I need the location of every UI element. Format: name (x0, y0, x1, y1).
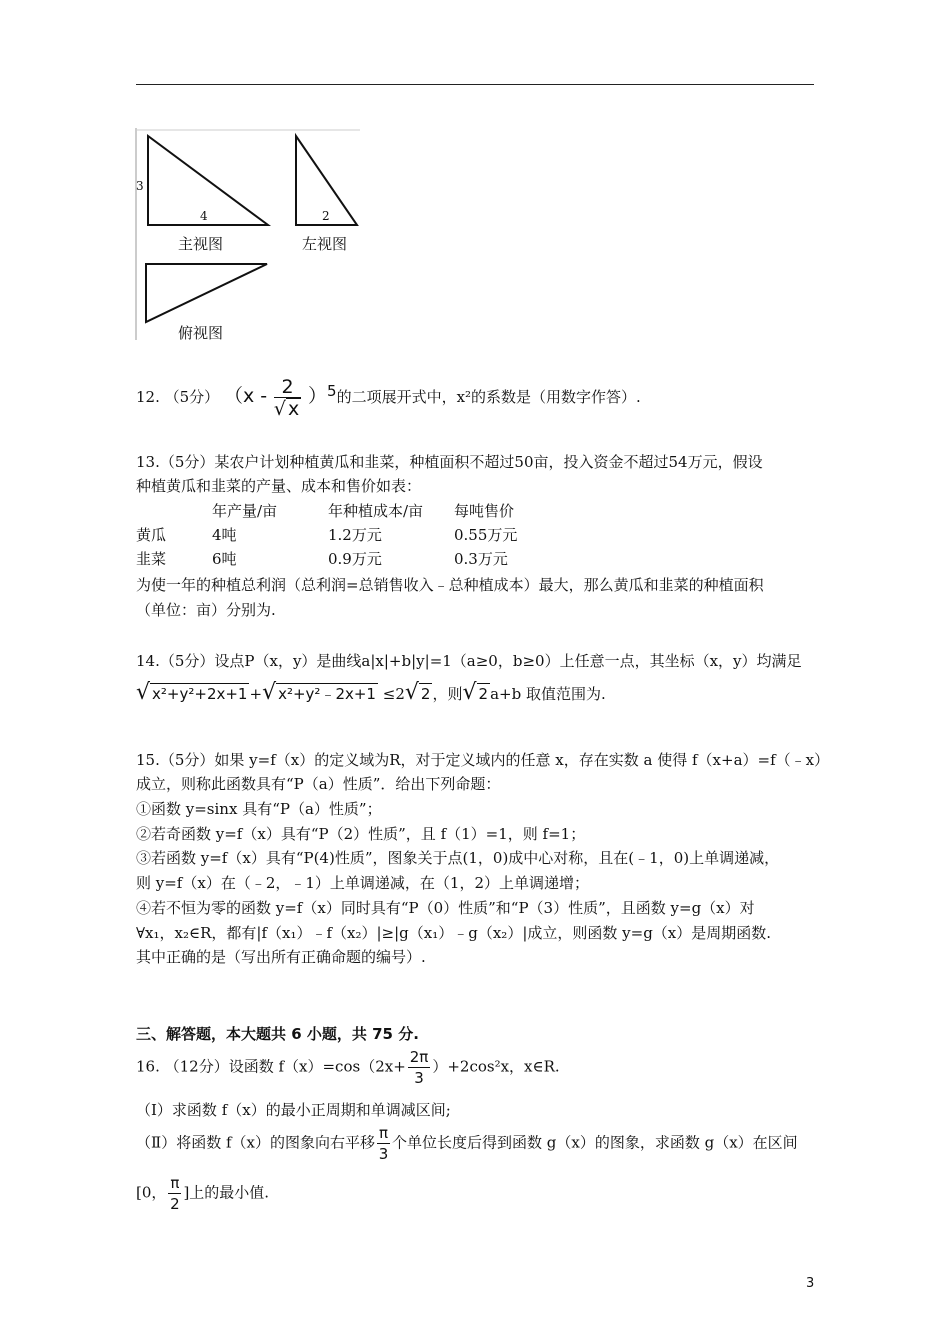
table-cell: 1.2万元 (328, 525, 382, 544)
q16-line1 (136, 1047, 560, 1088)
q15-line: 15.（5分）如果 y=f（x）的定义域为R，对于定义域内的任意 x，存在实数 a 使得 f（x+a）=f（﹣x） (136, 751, 830, 769)
q12-frac-num: 2 (274, 377, 301, 398)
table-header: 年种植成本/亩 (328, 501, 424, 520)
radical-4: √ (462, 680, 477, 705)
q16-part3-fraction: $\frac{\pi}{2}$ (170, 1174, 180, 1213)
q15-line: ④若不恒为零的函数 y=f（x）同时具有“P（0）性质”和“P（3）性质”，且函数 y=g（x）对 (136, 899, 755, 917)
top-view-label: 俯视图 (178, 324, 224, 342)
table-row (136, 546, 574, 570)
radical-2: √ (262, 680, 277, 705)
q14-then: ，则 (432, 685, 463, 703)
q15-line: ②若奇函数 y=f（x）具有“P（2）性质”，且 f（1）=1，则 f=1； (136, 825, 586, 843)
table-header: 年产量/亩 (212, 501, 278, 520)
top-view-triangle (146, 264, 267, 322)
q16-part1: （Ⅰ）求函数 f（x）的最小正周期和单调减区间; (136, 1101, 451, 1119)
q13-line3: 为使一年的种植总利润（总利润=总销售收入﹣总种植成本）最大，那么黄瓜和韭菜的种植面积 (136, 576, 764, 594)
table-cell: 韭菜 (136, 549, 167, 568)
q13-table (136, 498, 574, 570)
table-cell: 6吨 (212, 549, 237, 568)
q12-exponent: 5 (327, 382, 337, 400)
main-view-triangle (148, 136, 268, 225)
q14-line2 (136, 680, 606, 705)
left-view-label: 左视图 (302, 235, 348, 253)
question-12 (136, 377, 641, 419)
q16-fraction: $\frac{2\pi}{3}$ (409, 1048, 429, 1087)
dim-4-label: 4 (200, 209, 208, 223)
table-cell: 0.55万元 (454, 525, 518, 544)
q15-line: ∀x₁，x₂∈R，都有|f（x₁）﹣f（x₂）|≥|g（x₁）﹣g（x₂）|成立，则函数 y=g（x）是周期函数. (136, 924, 772, 942)
q14-rad2: x²+y²﹣2x+1 (278, 685, 376, 703)
table-cell: 0.3万元 (454, 549, 508, 568)
header-rule (136, 84, 814, 85)
q12-paren-open: （x - (223, 385, 268, 407)
q14-le: ≤2 (382, 685, 405, 703)
q15-line: ③若函数 y=f（x）具有“P(4)性质”，图象关于点(1，0)成中心对称，且在(﹣1，0)上单调递减， (136, 849, 780, 867)
q14-rad3: 2 (420, 685, 431, 703)
page-number: 3 (806, 1276, 815, 1291)
q12-prefix: 12. （5分） (136, 388, 220, 406)
q16-prefix: 16. （12分）设函数 f（x）=cos（2x+ (136, 1057, 406, 1076)
q14-tail: a+b 取值范围为. (490, 685, 606, 703)
three-view-figure (134, 128, 364, 343)
q13-line1: 13.（5分）某农户计划种植黄瓜和韭菜，种植面积不超过50亩，投入资金不超过54万元，假设 (136, 453, 763, 471)
table-header: 每吨售价 (454, 501, 515, 520)
dim-3-label: 3 (136, 179, 144, 193)
table-header (136, 498, 212, 522)
q16-part2-fraction: $\frac{\pi}{3}$ (378, 1124, 389, 1163)
q14-rad1: x²+y²+2x+1 (152, 685, 248, 703)
radical-1: √ (136, 680, 151, 705)
main-view-label: 主视图 (178, 235, 224, 253)
q12-fraction (274, 377, 301, 419)
q16-part2: （Ⅱ）将函数 f（x）的图象向右平移 $\frac{\pi}{3}$ 个单位长度后得到函数 g（x）的图象，求函数 g（x）在区间 (136, 1124, 798, 1163)
table-header-row (136, 498, 574, 522)
q15-line: ①函数 y=sinx 具有“P（a）性质”； (136, 800, 382, 818)
q14-line1: 14.（5分）设点P（x，y）是曲线a|x|+b|y|=1（a≥0，b≥0）上任意一点，其坐标（x，y）均满足 (136, 652, 802, 670)
q12-paren-close: ） (308, 385, 328, 407)
table-cell: 0.9万元 (328, 549, 382, 568)
q13-line2: 种植黄瓜和韭菜的产量、成本和售价如表： (136, 477, 422, 495)
q14-rad4: 2 (478, 685, 489, 703)
table-row (136, 522, 574, 546)
q15-line: 成立，则称此函数具有“P（a）性质”．给出下列命题： (136, 775, 501, 793)
q16-suffix: ）+2cos²x，x∈R. (432, 1057, 560, 1076)
radical-3: √ (404, 680, 419, 705)
q12-frac-den: √ x (273, 398, 300, 420)
table-cell: 4吨 (212, 525, 237, 544)
dim-2-label: 2 (322, 209, 330, 223)
section-title: 三、解答题，本大题共 6 小题，共 75 分. (136, 1025, 419, 1043)
q15-line: 其中正确的是（写出所有正确命题的编号）. (136, 948, 426, 966)
q16-part3: [0， $\frac{\pi}{2}$ ]上的最小值. (136, 1174, 270, 1213)
table-cell: 黄瓜 (136, 525, 167, 544)
q15-line: 则 y=f（x）在（﹣2，﹣1）上单调递减，在（1，2）上单调递增； (136, 874, 589, 892)
q14-plus: + (249, 685, 263, 703)
q12-suffix: 的二项展开式中，x²的系数是（用数字作答）. (336, 388, 641, 406)
q13-line4: （单位：亩）分别为. (136, 601, 276, 619)
